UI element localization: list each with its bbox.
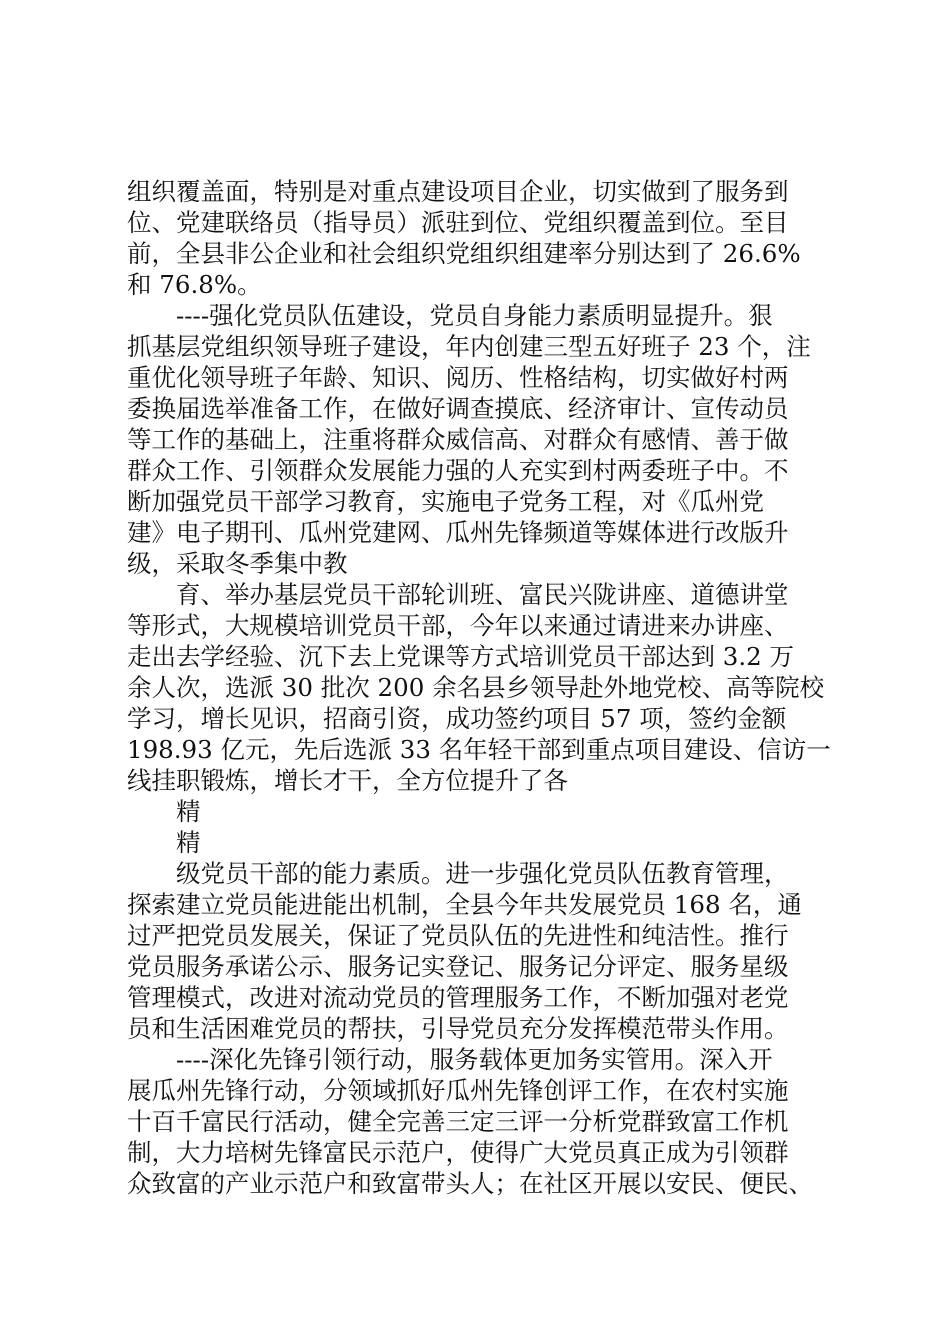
- text-line: 线挂职锻炼，增长才干，全方位提升了各: [127, 766, 568, 795]
- text-line: 员和生活困难党员的帮扶，引导党员充分发挥模范带头作用。: [127, 1014, 789, 1043]
- text-line: 组织覆盖面，特别是对重点建设项目企业，切实做到了服务到: [127, 177, 789, 206]
- text-line: 级，采取冬季集中教: [127, 549, 348, 578]
- paragraph-first-line: ----强化党员队伍建设，党员自身能力素质明显提升。狠: [176, 301, 773, 330]
- paragraph-first-line: 育、举办基层党员干部轮训班、富民兴陇讲座、道德讲堂: [176, 580, 789, 609]
- text-line: 过严把党员发展关，保证了党员队伍的先进性和纯洁性。推行: [127, 921, 789, 950]
- text-line: 走出去学经验、沉下去上党课等方式培训党员干部达到 3.2 万: [127, 642, 795, 671]
- text-line: 探索建立党员能进能出机制，全县今年共发展党员 168 名，通: [127, 890, 802, 919]
- text-line: 群众工作、引领群众发展能力强的人充实到村两委班子中。不: [127, 456, 789, 485]
- text-line: 断加强党员干部学习教育，实施电子党务工程，对《瓜州党: [127, 487, 764, 516]
- text-line: 众致富的产业示范户和致富带头人；在社区开展以安民、便民、: [127, 1169, 813, 1198]
- text-line: 等工作的基础上，注重将群众威信高、对群众有感情、善于做: [127, 425, 789, 454]
- text-line: 十百千富民行活动，健全完善三定三评一分析党群致富工作机: [127, 1107, 789, 1136]
- text-line: 位、党建联络员（指导员）派驻到位、党组织覆盖到位。至目: [127, 208, 789, 237]
- stray-character: 精: [176, 797, 201, 826]
- text-line: 建》电子期刊、瓜州党建网、瓜州先锋频道等媒体进行改版升: [127, 518, 789, 547]
- text-line: 前，全县非公企业和社会组织党组织组建率分别达到了 26.6%: [127, 239, 801, 268]
- text-line: 198.93 亿元，先后选派 33 名年轻干部到重点项目建设、信访一: [127, 735, 831, 764]
- text-line: 党员服务承诺公示、服务记实登记、服务记分评定、服务星级: [127, 952, 789, 981]
- text-line: 展瓜州先锋行动，分领域抓好瓜州先锋创评工作，在农村实施: [127, 1076, 789, 1105]
- text-line: 委换届选举准备工作，在做好调查摸底、经济审计、宣传动员: [127, 394, 789, 423]
- paragraph-first-line: ----深化先锋引领行动，服务载体更加务实管用。深入开: [176, 1045, 773, 1074]
- text-line: 管理模式，改进对流动党员的管理服务工作，不断加强对老党: [127, 983, 789, 1012]
- text-line: 重优化领导班子年龄、知识、阅历、性格结构，切实做好村两: [127, 363, 789, 392]
- text-line: 学习，增长见识，招商引资，成功签约项目 57 项，签约金额: [127, 704, 787, 733]
- text-line: 抓基层党组织领导班子建设，年内创建三型五好班子 23 个，注: [127, 332, 811, 361]
- text-line: 等形式，大规模培训党员干部，今年以来通过请进来办讲座、: [127, 611, 789, 640]
- text-line: 制，大力培树先锋富民示范户，使得广大党员真正成为引领群: [127, 1138, 789, 1167]
- stray-character: 精: [176, 828, 201, 857]
- paragraph-first-line: 级党员干部的能力素质。进一步强化党员队伍教育管理，: [176, 859, 789, 888]
- text-line: 余人次，选派 30 批次 200 余名县乡领导赴外地党校、高等院校: [127, 673, 825, 702]
- text-line: 和 76.8%。: [127, 270, 262, 299]
